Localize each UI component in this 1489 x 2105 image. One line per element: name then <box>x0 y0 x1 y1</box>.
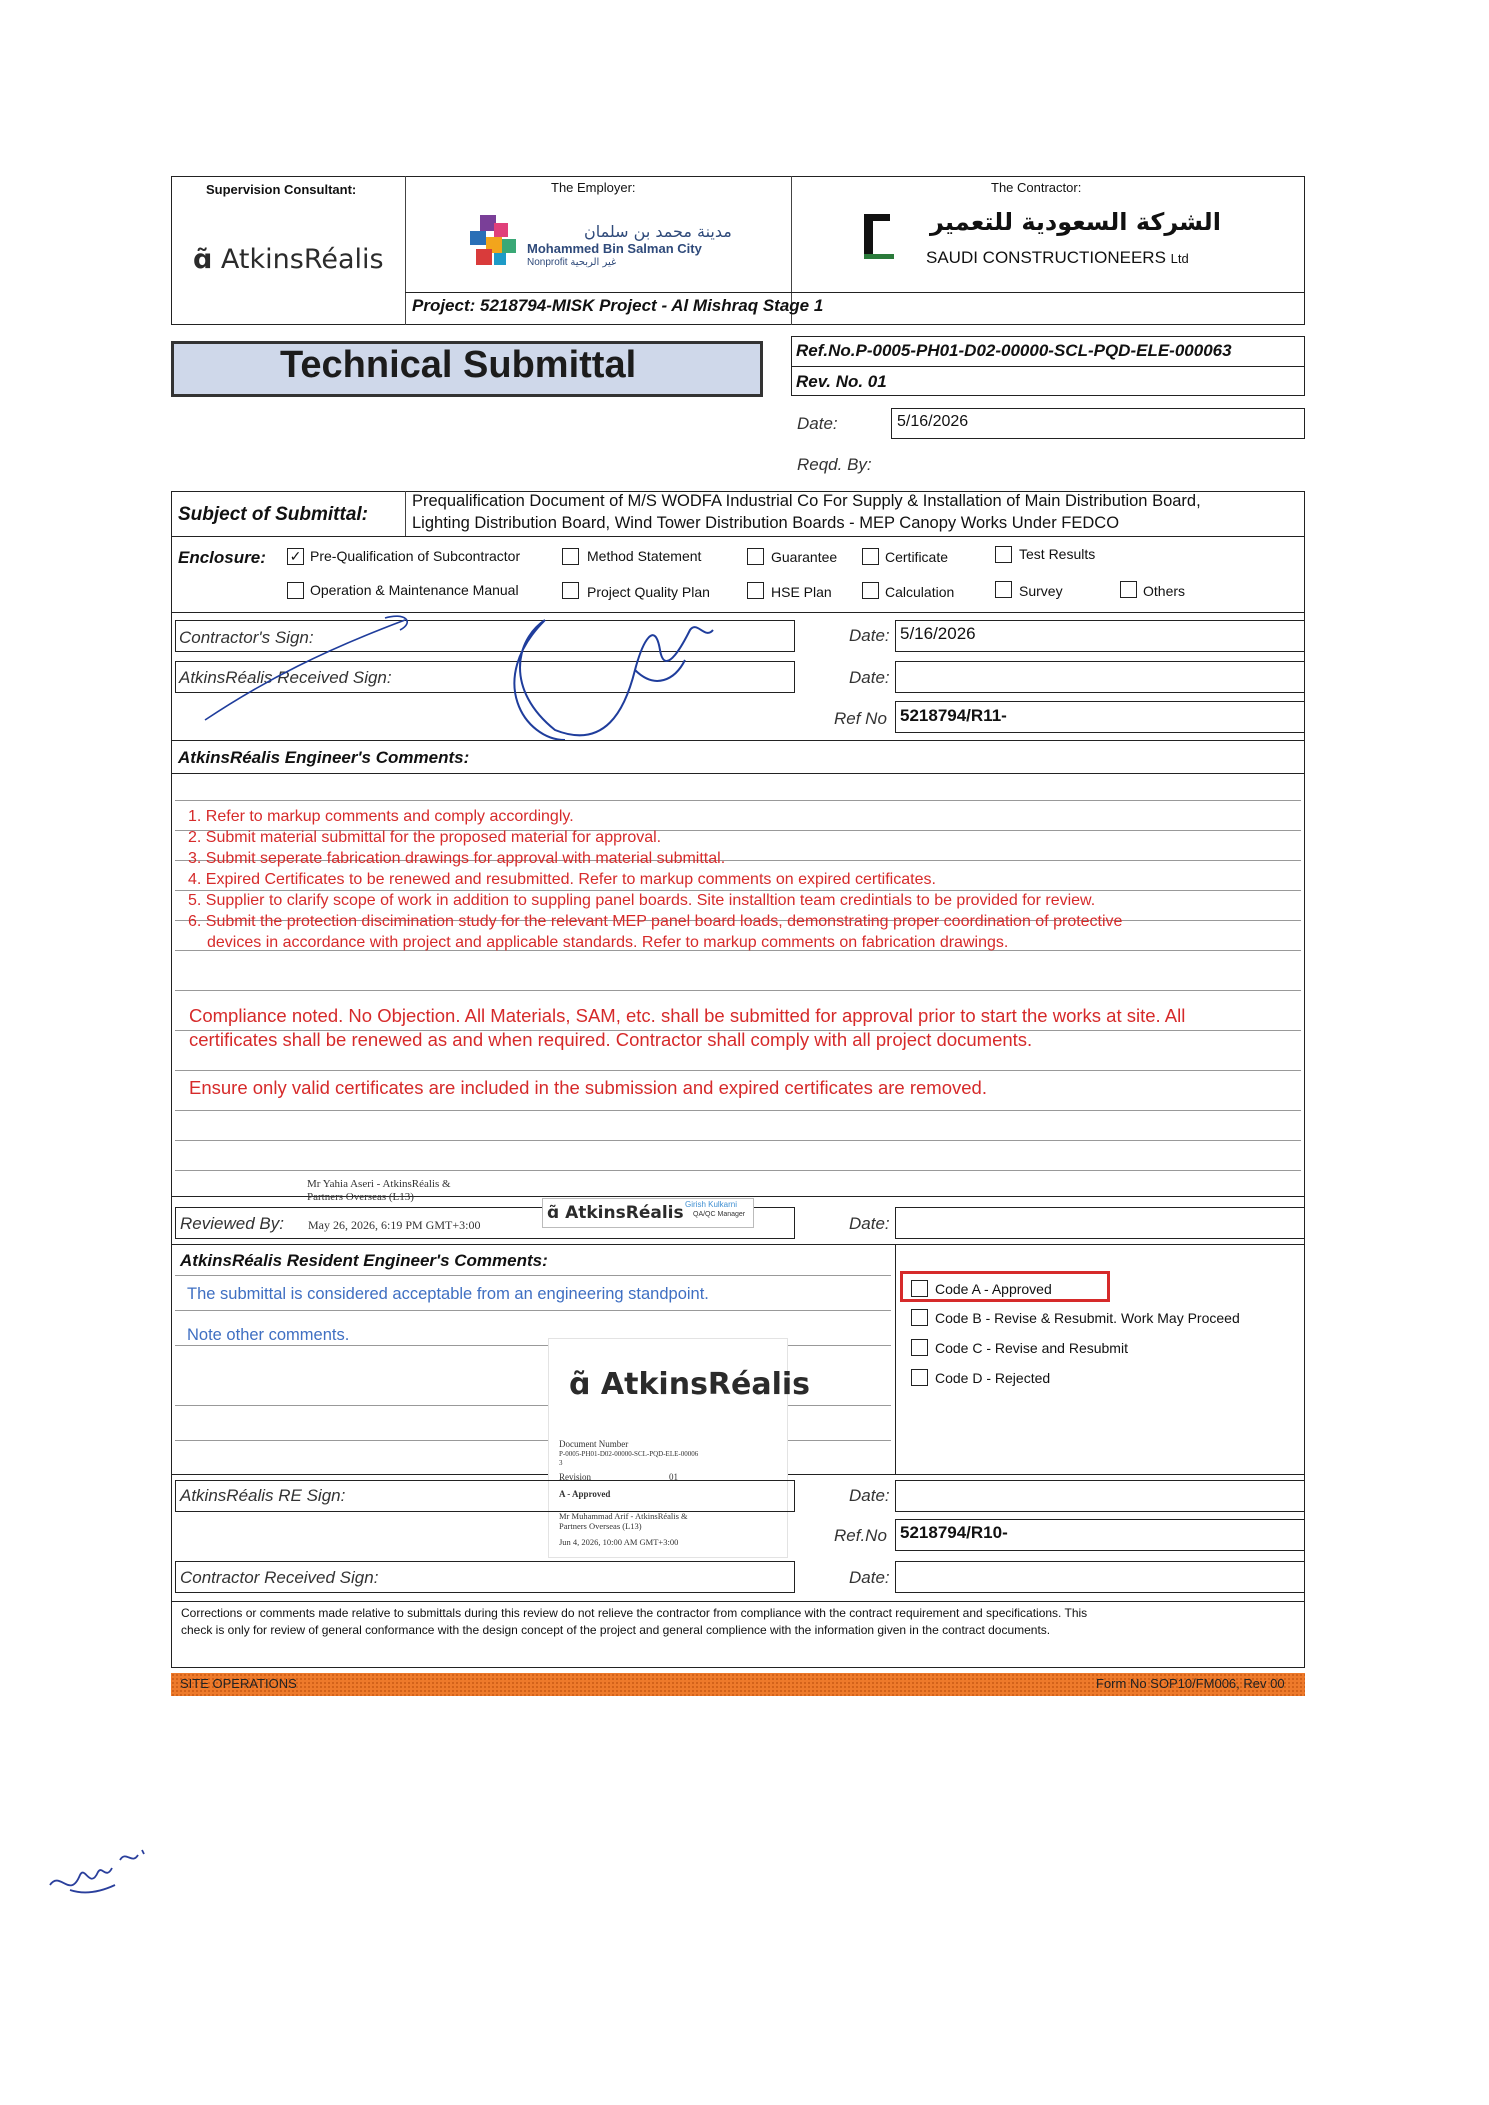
review-stamp-name: Girish Kulkarni <box>685 1200 738 1209</box>
enclosure-label: Enclosure: <box>178 548 266 567</box>
reqd-by-label: Reqd. By: <box>797 455 872 474</box>
reviewer-org: Partners Overseas (L13) <box>307 1191 414 1203</box>
reviewed-by-label: Reviewed By: <box>180 1214 284 1233</box>
stamp-signer: Mr Muhammad Arif - AtkinsRéalis & <box>559 1511 688 1521</box>
enclosure-method-statement-label: Method Statement <box>587 548 702 564</box>
rev-number: Rev. No. 01 <box>796 372 887 391</box>
employer-arabic-name: مدينة محمد بن سلمان <box>584 222 732 241</box>
subject-label: Subject of Submittal: <box>178 504 368 525</box>
atkins-symbol-icon: ɑ̃ <box>193 244 213 275</box>
reviewed-date: May 26, 2026, 6:19 PM GMT+3:00 <box>308 1218 481 1232</box>
checkbox-method-statement[interactable] <box>562 548 579 565</box>
ensure-line: Ensure only valid certificates are included in the submission and expired certificates are removed. <box>189 1077 987 1098</box>
engineer-comment-2: 2. Submit material submittal for the proposed material for approval. <box>188 829 662 846</box>
employer-label: The Employer: <box>551 180 636 195</box>
contractor-arabic-name: الشركة السعودية للتعمير <box>930 208 1221 236</box>
signs-ref-no-label: Ref No <box>834 709 887 728</box>
enclosure-hse-plan-label: HSE Plan <box>771 584 832 600</box>
contractor-received-label: Contractor Received Sign: <box>180 1568 379 1587</box>
checkbox-survey[interactable] <box>995 581 1012 598</box>
revision-value: 01 <box>669 1472 678 1482</box>
signs-date-label: Date: <box>849 626 890 645</box>
checkbox-code-c[interactable] <box>911 1339 928 1356</box>
checkbox-guarantee[interactable] <box>747 548 764 565</box>
checkbox-pre-qualification[interactable]: ✓ <box>287 548 304 565</box>
checkbox-others[interactable] <box>1120 581 1137 598</box>
received-date-field[interactable] <box>895 1561 1305 1593</box>
engineer-comment-3: 3. Submit seperate fabrication drawings for approval with material submittal. <box>188 850 726 867</box>
footer-left: SITE OPERATIONS <box>180 1676 297 1691</box>
checkbox-code-a[interactable] <box>911 1280 928 1297</box>
re-date-field[interactable] <box>895 1480 1305 1512</box>
supervision-consultant-label: Supervision Consultant: <box>206 182 357 197</box>
disclaimer-line-2: check is only for review of general conformance with the design concept of the project and general complience with the information given in the contract documents. <box>181 1623 1051 1637</box>
contractor-label: The Contractor: <box>991 180 1082 195</box>
code-b-label: Code B - Revise & Resubmit. Work May Proceed <box>935 1310 1240 1326</box>
page-title: Technical Submittal <box>280 344 637 386</box>
enclosure-project-quality-plan-label: Project Quality Plan <box>587 584 710 600</box>
code-c-label: Code C - Revise and Resubmit <box>935 1340 1128 1356</box>
approval-stamp-logo: ɑ̃ AtkinsRéalis <box>569 1367 811 1402</box>
re-sign-label: AtkinsRéalis RE Sign: <box>180 1486 346 1505</box>
re-ref-no-value: 5218794/R10- <box>900 1523 1008 1542</box>
checkbox-code-d[interactable] <box>911 1369 928 1386</box>
review-date-label: Date: <box>849 1214 890 1233</box>
signs-date-value: 5/16/2026 <box>900 624 976 643</box>
engineer-comment-4: 4. Expired Certificates to be renewed and resubmitted. Refer to markup comments on expired certificates. <box>188 871 936 888</box>
received-date-label: Date: <box>849 1568 890 1587</box>
saudi-constructioneers-logo-icon <box>864 210 894 262</box>
margin-initials <box>40 1830 160 1910</box>
contractor-signature <box>185 600 745 750</box>
code-a-label: Code A - Approved <box>935 1281 1052 1297</box>
enclosure-calculation-label: Calculation <box>885 584 955 600</box>
engineer-comment-6-cont: devices in accordance with project and applicable standards. Refer to markup comments on fabrication drawings. <box>207 934 1009 951</box>
signs-date-field-2[interactable] <box>895 661 1305 693</box>
compliance-line-2: certificates shall be renewed as and when required. Contractor shall comply with all project documents. <box>189 1029 1033 1050</box>
reviewer-name: Mr Yahia Aseri - AtkinsRéalis & <box>307 1178 451 1190</box>
re-ref-no-label: Ref.No <box>834 1526 887 1545</box>
enclosure-test-results-label: Test Results <box>1019 546 1096 562</box>
review-date-field[interactable] <box>895 1207 1305 1239</box>
review-stamp-role: QA/QC Manager <box>693 1211 746 1218</box>
code-d-label: Code D - Rejected <box>935 1370 1051 1386</box>
engineer-comments-heading: AtkinsRéalis Engineer's Comments: <box>178 748 470 767</box>
doc-number-label: Document Number <box>559 1439 629 1449</box>
employer-subtitle: Nonprofit غير الربحية <box>527 257 617 268</box>
ref-number: Ref.No.P-0005-PH01-D02-00000-SCL-PQD-ELE-000063 <box>796 341 1232 360</box>
checkbox-certificate[interactable] <box>862 548 879 565</box>
re-date-label: Date: <box>849 1486 890 1505</box>
checkbox-code-b[interactable] <box>911 1309 928 1326</box>
review-stamp <box>542 1198 754 1228</box>
engineer-comment-5: 5. Supplier to clarify scope of work in addition to suppling panel boards. Site installtion team credintials to be provided for review. <box>188 892 1096 909</box>
enclosure-guarantee-label: Guarantee <box>771 549 838 565</box>
signs-date-label-2: Date: <box>849 668 890 687</box>
doc-number-tail: 3 <box>559 1459 563 1467</box>
checkbox-hse-plan[interactable] <box>747 582 764 599</box>
contractor-sign-label: Contractor's Sign: <box>179 628 314 647</box>
enclosure-om-manual-label: Operation & Maintenance Manual <box>310 582 519 598</box>
checkbox-om-manual[interactable] <box>287 582 304 599</box>
checkbox-test-results[interactable] <box>995 546 1012 563</box>
subject-line-1: Prequalification Document of M/S WODFA Industrial Co For Supply & Installation of Main Distribution Board, <box>412 492 1201 510</box>
project-name: Project: 5218794-MISK Project - Al Mishraq Stage 1 <box>412 296 824 315</box>
checkbox-calculation[interactable] <box>862 582 879 599</box>
mbs-city-logo-icon <box>466 213 522 271</box>
engineer-comment-1: 1. Refer to markup comments and comply accordingly. <box>188 808 574 825</box>
doc-number: P-0005-PH01-D02-00000-SCL-PQD-ELE-00006 <box>559 1450 699 1458</box>
date-value: 5/16/2026 <box>897 413 969 430</box>
footer-right: Form No SOP10/FM006, Rev 00 <box>1096 1676 1285 1691</box>
stamp-signer-org: Partners Overseas (L13) <box>559 1521 642 1531</box>
enclosure-pre-qualification-label: Pre-Qualification of Subcontractor <box>310 548 521 564</box>
received-sign-label: AtkinsRéalis Received Sign: <box>179 668 392 687</box>
subject-line-2: Lighting Distribution Board, Wind Tower Distribution Boards - MEP Canopy Works Under FEDCO <box>412 514 1120 532</box>
enclosure-others-label: Others <box>1143 583 1186 599</box>
review-stamp-logo: ɑ̃ AtkinsRéalis <box>547 1203 684 1223</box>
stamp-signed-date: Jun 4, 2026, 10:00 AM GMT+3:00 <box>559 1537 679 1547</box>
employer-name: Mohammed Bin Salman City <box>527 241 702 256</box>
revision-label: Revision <box>559 1472 592 1482</box>
atkins-logo-header: ɑ̃ AtkinsRéalis <box>193 244 384 275</box>
resident-comment-2: Note other comments. <box>187 1326 350 1344</box>
stamp-status: A - Approved <box>559 1489 611 1499</box>
checkbox-project-quality-plan[interactable] <box>562 582 579 599</box>
enclosure-certificate-label: Certificate <box>885 549 949 565</box>
signs-ref-no-value: 5218794/R11- <box>900 706 1007 725</box>
engineer-comment-6: 6. Submit the protection discimination study for the relevant MEP panel board loads, demonstrating proper coordination of protective <box>188 913 1123 930</box>
resident-comment-1: The submittal is considered acceptable from an engineering standpoint. <box>187 1285 709 1303</box>
approval-stamp <box>548 1338 811 1558</box>
enclosure-survey-label: Survey <box>1019 583 1063 599</box>
resident-comments-heading: AtkinsRéalis Resident Engineer's Comments: <box>180 1251 548 1270</box>
compliance-line-1: Compliance noted. No Objection. All Materials, SAM, etc. shall be submitted for approval prior to start the works at site. All <box>189 1005 1186 1026</box>
disclaimer-line-1: Corrections or comments made relative to submittals during this review do not relieve the contractor from compliance with the contract requirement and specifications. This <box>181 1606 1088 1620</box>
date-label: Date: <box>797 414 838 433</box>
contractor-name: SAUDI CONSTRUCTIONEERS Ltd <box>926 248 1189 267</box>
